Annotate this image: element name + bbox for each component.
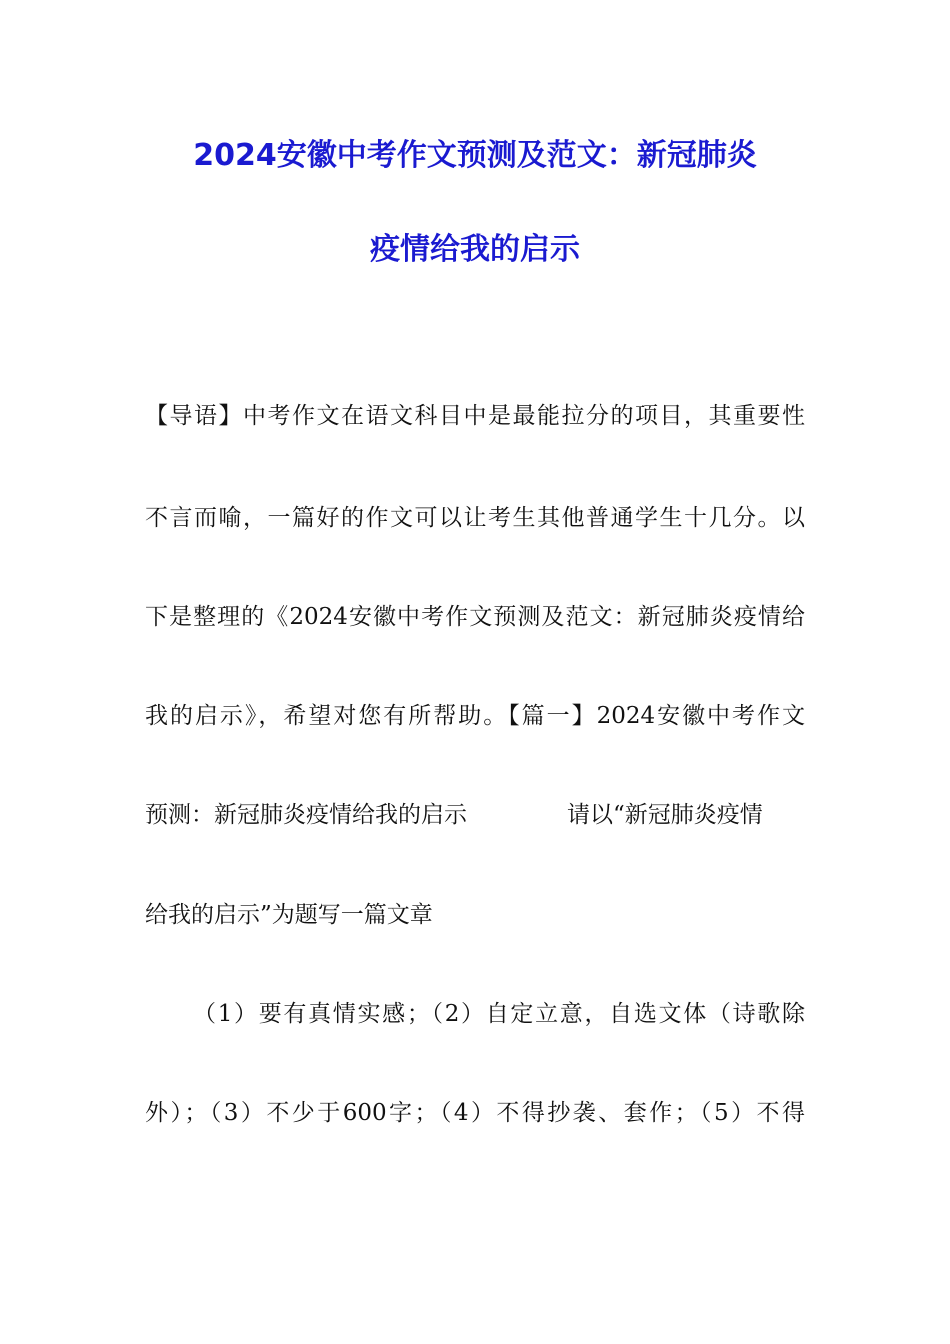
body-text-line: 给我的启示”为题写一篇文章 xyxy=(145,902,433,928)
body-text-line: 【导语】中考作文在语文科目中是最能拉分的项目，其重要性 xyxy=(145,403,805,429)
document-title-line-2: 疫情给我的启示 xyxy=(370,232,580,267)
requirements-text-line: （1）要有真情实感；（2）自定立意，自选文体（诗歌除 xyxy=(193,1001,805,1027)
body-text-line: 下是整理的《2024安徽中考作文预测及范文：新冠肺炎疫情给 xyxy=(145,604,805,630)
body-text-segment: 预测：新冠肺炎疫情给我的启示 xyxy=(145,802,467,828)
requirements-text-line: 外）；（3）不少于600字；（4）不得抄袭、套作；（5）不得 xyxy=(145,1100,805,1126)
body-text-segment: 请以“新冠肺炎疫情 xyxy=(567,802,763,828)
body-text-line: 不言而喻，一篇好的作文可以让考生其他普通学生十几分。以 xyxy=(145,505,805,531)
document-title-line-1: 2024安徽中考作文预测及范文：新冠肺炎 xyxy=(193,138,757,173)
body-text-line-split xyxy=(145,799,805,831)
body-text-line: 我的启示》，希望对您有所帮助。【篇一】2024安徽中考作文 xyxy=(145,703,805,729)
